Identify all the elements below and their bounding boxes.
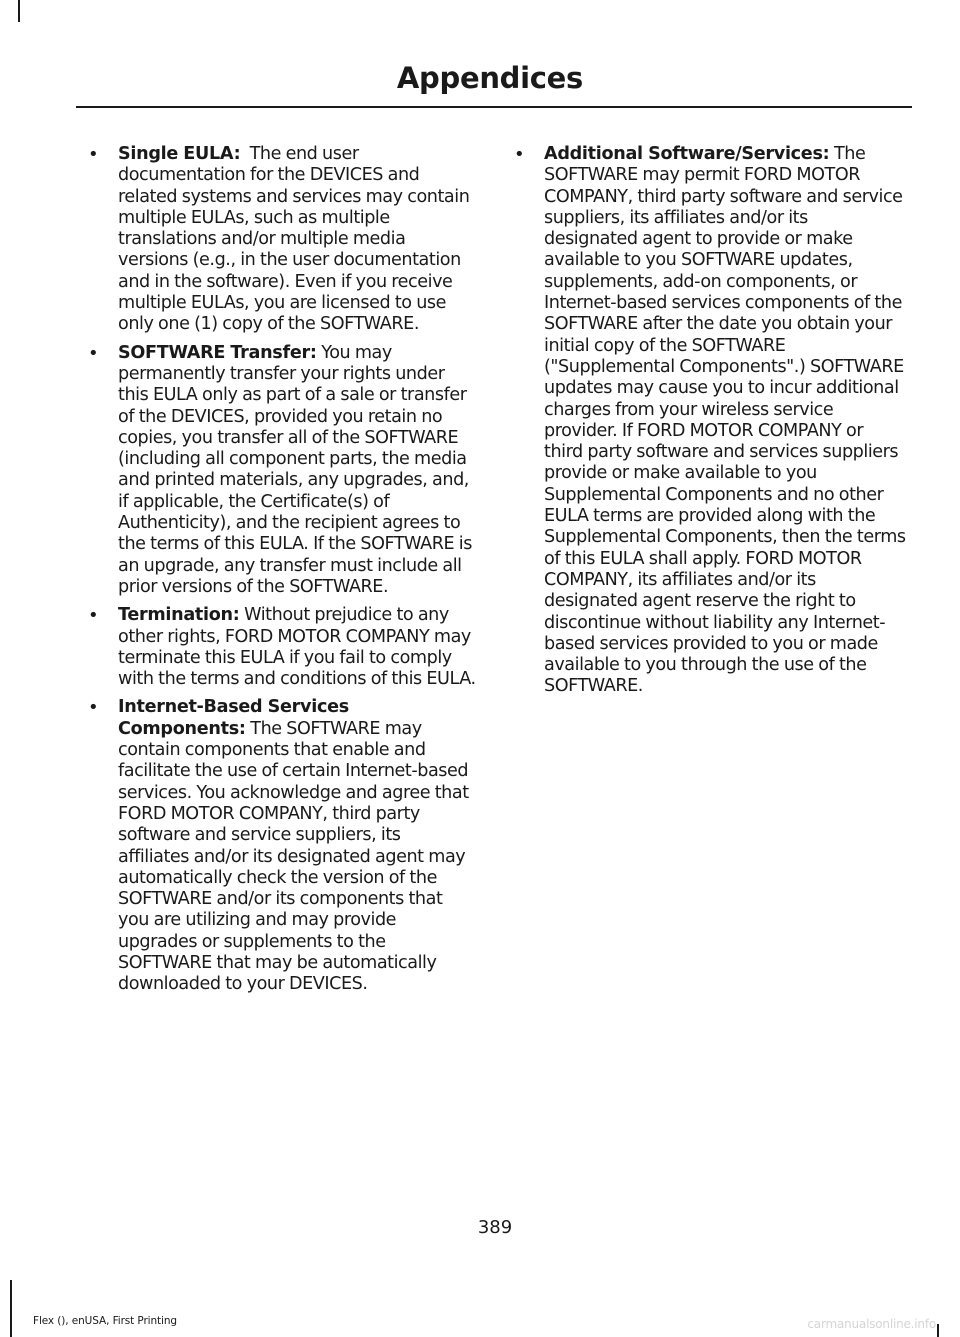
crop-mark-top-left <box>18 0 20 22</box>
right-column <box>514 144 906 705</box>
crop-mark-bottom-right <box>937 1324 939 1337</box>
list-item-text <box>118 343 476 599</box>
crop-mark-bottom-left <box>10 1280 12 1337</box>
description: Without prejudice to any other rights, FORD MOTOR COMPANY may terminate this EULA if you fail to comply with the terms and conditions of this EULA. <box>118 605 476 690</box>
page-number: 389 <box>477 1217 513 1238</box>
list-item <box>88 343 476 599</box>
edition-footer: Flex (), enUSA, First Printing <box>33 1315 177 1327</box>
watermark: carmanualsonline.info <box>807 1317 936 1331</box>
term: Single EULA: <box>118 144 241 164</box>
header-rule <box>76 106 912 108</box>
list-item-text <box>118 605 476 690</box>
description: The SOFTWARE may contain components that enable and facilitate the use of certain Internet-based services. You acknowledge and agree that FORD MOTOR COMPANY, third party software and service suppliers, its affiliates and/or its designated agent may automatically check the version of the SOFTWARE and/or its components that you are utilizing and may provide upgrades or supplements to the SOFTWARE that may be automatically downloaded to your DEVICES. <box>118 718 469 995</box>
description: The SOFTWARE may permit FORD MOTOR COMPANY, third party software and service suppliers, its affiliates and/or its designated agent to provide or make available to you SOFTWARE updates, supplements, add-on components, or Internet-based services components of the SOFTWARE after the date you obtain your initial copy of the SOFTWARE ("Supplemental Components".) SOFTWARE updates may cause you to incur additional charges from your wireless service provider. If FORD MOTOR COMPANY or third party software and services suppliers provide or make available to you Supplemental Components and no other EULA terms are provided along with the Supplemental Components, then the terms of this EULA shall apply. FORD MOTOR COMPANY, its affiliates and/or its designated agent reserve the right to discontinue without liability any Internet-based services provided to you or made available to you through the use of the SOFTWARE. <box>544 144 906 697</box>
list-item-text <box>544 144 906 698</box>
term: Termination: <box>118 605 240 626</box>
bullet: • <box>88 342 99 364</box>
term: Additional Software/Services: <box>544 144 830 164</box>
left-column <box>88 144 476 1003</box>
bullet: • <box>514 144 525 165</box>
description: You may permanently transfer your rights under this EULA only as part of a sale or transfer of the DEVICES, provided you retain no copies, you transfer all of the SOFTWARE (including all component parts, the media and printed materials, any upgrades, and, if applicable, the Certificate(s) of Authenticity), and the recipient agrees to the terms of this EULA. If the SOFTWARE is an upgrade, any transfer must include all prior versions of the SOFTWARE. <box>118 342 472 597</box>
bullet: • <box>88 144 99 165</box>
list-item <box>88 605 476 690</box>
list-item <box>514 144 906 698</box>
list-item-text <box>118 697 476 995</box>
bullet: • <box>88 697 99 719</box>
list-item <box>88 144 476 336</box>
list-item-text <box>118 144 476 336</box>
term: SOFTWARE Transfer: <box>118 342 317 363</box>
bullet: • <box>88 605 99 627</box>
list-item <box>88 697 476 995</box>
term: Internet-Based Services Components: <box>118 697 349 739</box>
page-title: Appendices <box>396 61 583 95</box>
description: The end user documentation for the DEVICES and related systems and services may contain multiple EULAs, such as multiple translations and/or multiple media versions (e.g., in the user documentation and in the software). Even if you receive multiple EULAs, you are licensed to use only one (1) copy of the SOFTWARE. <box>118 144 475 335</box>
